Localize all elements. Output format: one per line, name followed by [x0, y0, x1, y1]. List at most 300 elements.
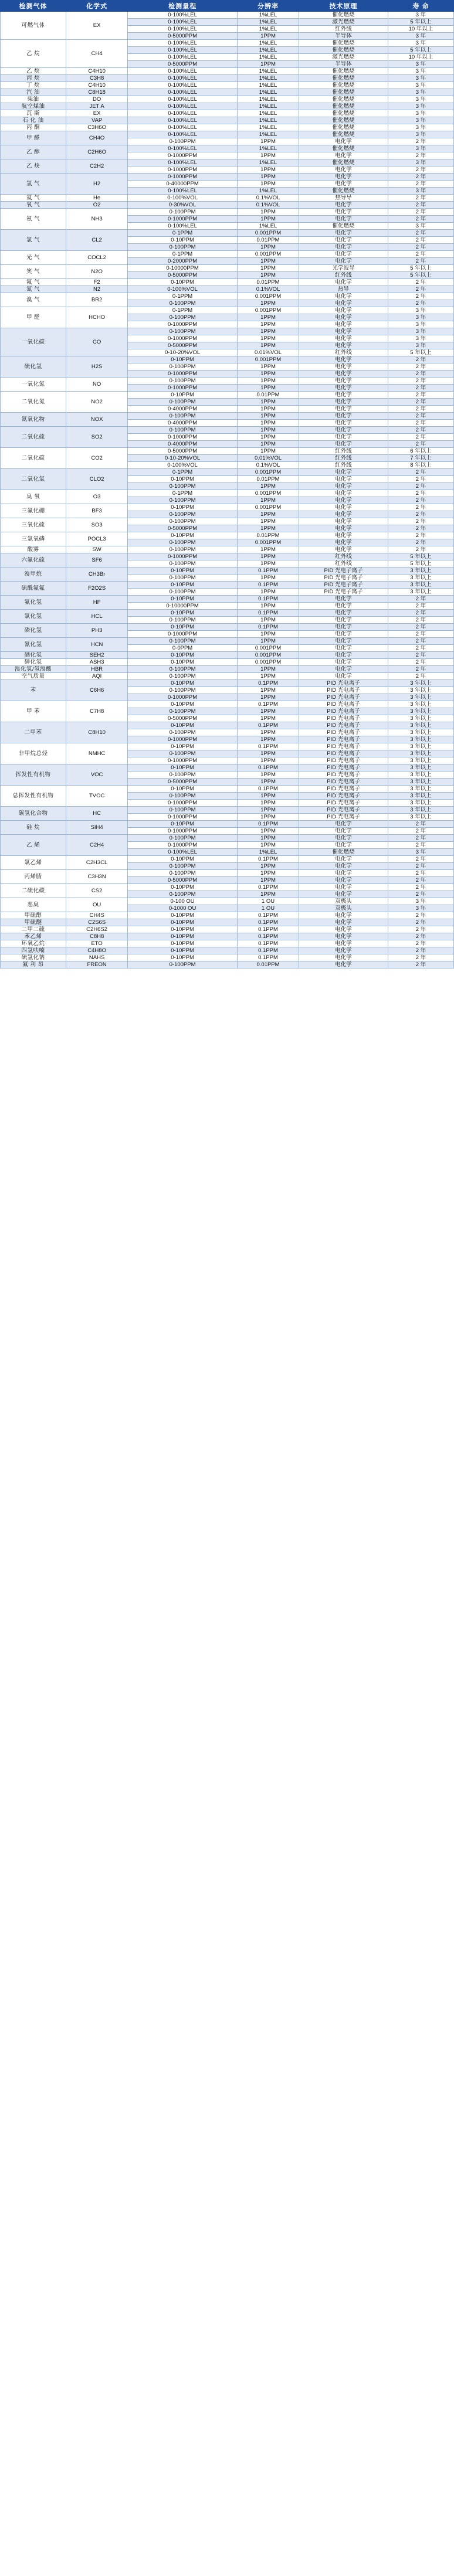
- range-cell: 0-10PPM: [128, 926, 238, 933]
- technology-cell: PID 光电离子: [299, 729, 388, 736]
- life-cell: 2 年: [388, 610, 453, 617]
- resolution-cell: 0.1PPM: [237, 582, 299, 589]
- life-cell: 3 年: [388, 335, 453, 342]
- life-cell: 7 年以上: [388, 455, 453, 462]
- technology-cell: 激光燃烧: [299, 19, 388, 26]
- gas-name-cell: 乙 烷: [1, 68, 66, 75]
- chemical-formula-cell: SO3: [66, 518, 128, 532]
- range-cell: 0-1000PPM: [128, 828, 238, 835]
- range-cell: 0-100PPM: [128, 138, 238, 145]
- technology-cell: 电化学: [299, 511, 388, 518]
- resolution-cell: 1PPM: [237, 750, 299, 757]
- gas-name-cell: 氯乙烯: [1, 856, 66, 870]
- resolution-cell: 1PPM: [237, 891, 299, 898]
- range-cell: 0-5000PPM: [128, 779, 238, 786]
- life-cell: 3 年: [388, 89, 453, 96]
- technology-cell: 电化学: [299, 392, 388, 399]
- technology-cell: 电化学: [299, 877, 388, 884]
- range-cell: 0-10PPM: [128, 504, 238, 511]
- technology-cell: 电化学: [299, 427, 388, 434]
- life-cell: 3 年以上: [388, 567, 453, 575]
- resolution-cell: 1PPM: [237, 483, 299, 490]
- resolution-cell: 1PPM: [237, 300, 299, 307]
- chemical-formula-cell: HCL: [66, 610, 128, 624]
- technology-cell: 电化学: [299, 314, 388, 321]
- resolution-cell: 1%LEL: [237, 68, 299, 75]
- resolution-cell: 1PPM: [237, 511, 299, 518]
- life-cell: 3 年: [388, 188, 453, 195]
- resolution-cell: 0.1PPM: [237, 933, 299, 940]
- gas-name-cell: 乙 炔: [1, 159, 66, 174]
- chemical-formula-cell: C2H2: [66, 159, 128, 174]
- life-cell: 3 年以上: [388, 694, 453, 701]
- gas-name-cell: 柴油: [1, 96, 66, 103]
- resolution-cell: 0.1PPM: [237, 567, 299, 575]
- gas-name-cell: 二氧化硫: [1, 427, 66, 448]
- gas-name-cell: 二硫化碳: [1, 884, 66, 898]
- gas-name-cell: 硫氢化钠: [1, 954, 66, 961]
- technology-cell: 电化学: [299, 434, 388, 441]
- range-cell: 0-10PPM: [128, 786, 238, 793]
- gas-name-cell: 甲硫醚: [1, 919, 66, 926]
- technology-cell: 红外线: [299, 272, 388, 279]
- range-cell: 0-10PPM: [128, 582, 238, 589]
- technology-cell: 电化学: [299, 307, 388, 314]
- gas-name-cell: 四氢呋喃: [1, 947, 66, 954]
- resolution-cell: 1PPM: [237, 152, 299, 159]
- resolution-cell: 0.1PPM: [237, 764, 299, 772]
- resolution-cell: 1PPM: [237, 413, 299, 420]
- resolution-cell: 0.1PPM: [237, 947, 299, 954]
- gas-name-cell: 二氧化氮: [1, 392, 66, 413]
- life-cell: 2 年: [388, 961, 453, 968]
- gas-name-cell: 航空煤油: [1, 103, 66, 110]
- technology-cell: 电化学: [299, 961, 388, 968]
- resolution-cell: 1%LEL: [237, 117, 299, 124]
- technology-cell: PID 光电离子: [299, 715, 388, 722]
- chemical-formula-cell: NOX: [66, 413, 128, 427]
- technology-cell: 催化燃烧: [299, 40, 388, 47]
- table-row: [1, 954, 454, 961]
- range-cell: 0-10PPM: [128, 919, 238, 926]
- life-cell: 10 年以上: [388, 54, 453, 61]
- life-cell: 2 年: [388, 828, 453, 835]
- life-cell: 3 年以上: [388, 772, 453, 779]
- technology-cell: 催化燃烧: [299, 159, 388, 166]
- resolution-cell: 0.01PPM: [237, 961, 299, 968]
- resolution-cell: 0.01%VOL: [237, 455, 299, 462]
- technology-cell: 电化学: [299, 300, 388, 307]
- life-cell: 2 年: [388, 378, 453, 385]
- gas-name-cell: 乙 烷: [1, 40, 66, 68]
- technology-cell: 红外线: [299, 560, 388, 567]
- range-cell: 0-100PPM: [128, 560, 238, 567]
- table-row: [1, 89, 454, 96]
- chemical-formula-cell: NAHS: [66, 954, 128, 961]
- technology-cell: 半导体: [299, 33, 388, 40]
- resolution-cell: 1%LEL: [237, 849, 299, 856]
- resolution-cell: 1%LEL: [237, 103, 299, 110]
- life-cell: 2 年: [388, 174, 453, 181]
- table-row: [1, 286, 454, 293]
- range-cell: 0-1000PPM: [128, 800, 238, 807]
- range-cell: 0-10-20%VOL: [128, 349, 238, 356]
- range-cell: 0-10PPM: [128, 701, 238, 708]
- resolution-cell: 1PPM: [237, 603, 299, 610]
- chemical-formula-cell: F2: [66, 279, 128, 286]
- resolution-cell: 1PPM: [237, 406, 299, 413]
- table-row: [1, 307, 454, 314]
- chemical-formula-cell: C8H18: [66, 89, 128, 96]
- gas-name-cell: 瓦 斯: [1, 110, 66, 117]
- gas-name-cell: 氯 气: [1, 230, 66, 251]
- range-cell: 0-1000PPM: [128, 371, 238, 378]
- range-cell: 0-1000PPM: [128, 385, 238, 392]
- table-row: [1, 131, 454, 138]
- range-cell: 0-100PPM: [128, 729, 238, 736]
- range-cell: 0-1000PPM: [128, 166, 238, 174]
- resolution-cell: 1%LEL: [237, 145, 299, 152]
- resolution-cell: 0.001PPM: [237, 469, 299, 476]
- life-cell: 2 年: [388, 279, 453, 286]
- life-cell: 2 年: [388, 152, 453, 159]
- resolution-cell: 1PPM: [237, 546, 299, 553]
- life-cell: 3 年: [388, 12, 453, 19]
- resolution-cell: 1PPM: [237, 244, 299, 251]
- range-cell: 0-10PPM: [128, 912, 238, 919]
- life-cell: 3 年以上: [388, 807, 453, 814]
- gas-name-cell: 磷化氢: [1, 624, 66, 638]
- range-cell: 0-10PPM: [128, 596, 238, 603]
- life-cell: 3 年以上: [388, 793, 453, 800]
- chemical-formula-cell: HCHO: [66, 307, 128, 328]
- table-row: [1, 427, 454, 434]
- chemical-formula-cell: SEH2: [66, 652, 128, 659]
- gas-name-cell: 氨 气: [1, 209, 66, 230]
- life-cell: 2 年: [388, 940, 453, 947]
- technology-cell: 激光燃烧: [299, 54, 388, 61]
- range-cell: 0-1000PPM: [128, 321, 238, 328]
- life-cell: 2 年: [388, 216, 453, 223]
- resolution-cell: 1PPM: [237, 342, 299, 349]
- range-cell: 0-100PPM: [128, 328, 238, 335]
- life-cell: 5 年以上: [388, 265, 453, 272]
- table-row: [1, 209, 454, 216]
- technology-cell: 电化学: [299, 610, 388, 617]
- technology-cell: PID 光电离子: [299, 687, 388, 694]
- range-cell: 0-10PPM: [128, 356, 238, 363]
- table-row: [1, 546, 454, 553]
- table-row: [1, 413, 454, 420]
- table-row: [1, 764, 454, 772]
- life-cell: 3 年: [388, 898, 453, 905]
- gas-name-cell: 挥发性有机物: [1, 764, 66, 786]
- life-cell: 3 年以上: [388, 786, 453, 793]
- resolution-cell: 1PPM: [237, 757, 299, 764]
- resolution-cell: 1PPM: [237, 631, 299, 638]
- technology-cell: 电化学: [299, 659, 388, 666]
- technology-cell: 红外线: [299, 448, 388, 455]
- life-cell: 3 年: [388, 328, 453, 335]
- resolution-cell: 1PPM: [237, 174, 299, 181]
- life-cell: 3 年以上: [388, 575, 453, 582]
- life-cell: 3 年: [388, 223, 453, 230]
- chemical-formula-cell: C8H8: [66, 933, 128, 940]
- technology-cell: 电化学: [299, 328, 388, 335]
- technology-cell: 电化学: [299, 293, 388, 300]
- chemical-formula-cell: C3H8: [66, 75, 128, 82]
- technology-cell: 催化燃烧: [299, 110, 388, 117]
- life-cell: 3 年以上: [388, 715, 453, 722]
- gas-name-cell: 氮 气: [1, 286, 66, 293]
- range-cell: 0-10PPM: [128, 237, 238, 244]
- resolution-cell: 0.1PPM: [237, 954, 299, 961]
- resolution-cell: 0.1PPM: [237, 912, 299, 919]
- technology-cell: 电化学: [299, 441, 388, 448]
- range-cell: 0-1PPM: [128, 469, 238, 476]
- range-cell: 0-100PPM: [128, 575, 238, 582]
- life-cell: 2 年: [388, 652, 453, 659]
- table-row: [1, 835, 454, 842]
- column-header-technology: 技术原理: [299, 1, 388, 12]
- range-cell: 0-100PPM: [128, 772, 238, 779]
- chemical-formula-cell: H2S: [66, 356, 128, 378]
- chemical-formula-cell: F2O2S: [66, 582, 128, 596]
- gas-name-cell: 氧 气: [1, 202, 66, 209]
- chemical-formula-cell: POCL3: [66, 532, 128, 546]
- resolution-cell: 0.1PPM: [237, 610, 299, 617]
- resolution-cell: 1%LEL: [237, 131, 299, 138]
- resolution-cell: 1%LEL: [237, 82, 299, 89]
- life-cell: 2 年: [388, 877, 453, 884]
- life-cell: 2 年: [388, 919, 453, 926]
- range-cell: 0-100PPM: [128, 546, 238, 553]
- chemical-formula-cell: H2: [66, 174, 128, 195]
- range-cell: 0-4000PPM: [128, 441, 238, 448]
- chemical-formula-cell: SIH4: [66, 821, 128, 835]
- range-cell: 0-10PPM: [128, 884, 238, 891]
- life-cell: 6 年以上: [388, 448, 453, 455]
- life-cell: 2 年: [388, 856, 453, 863]
- life-cell: 2 年: [388, 251, 453, 258]
- resolution-cell: 1PPM: [237, 729, 299, 736]
- range-cell: 0-100PPM: [128, 807, 238, 814]
- resolution-cell: 1PPM: [237, 138, 299, 145]
- table-row: [1, 624, 454, 631]
- technology-cell: 催化燃烧: [299, 75, 388, 82]
- life-cell: 2 年: [388, 293, 453, 300]
- technology-cell: 电化学: [299, 413, 388, 420]
- life-cell: 3 年以上: [388, 680, 453, 687]
- table-row: [1, 786, 454, 793]
- life-cell: 3 年以上: [388, 582, 453, 589]
- gas-name-cell: 可燃气体: [1, 12, 66, 40]
- life-cell: 2 年: [388, 209, 453, 216]
- resolution-cell: 1PPM: [237, 258, 299, 265]
- table-row: [1, 75, 454, 82]
- chemical-formula-cell: SF6: [66, 553, 128, 567]
- resolution-cell: 0.001PPM: [237, 251, 299, 258]
- resolution-cell: 1PPM: [237, 715, 299, 722]
- resolution-cell: 0.01PPM: [237, 392, 299, 399]
- resolution-cell: 1PPM: [237, 560, 299, 567]
- resolution-cell: 1PPM: [237, 497, 299, 504]
- life-cell: 2 年: [388, 926, 453, 933]
- gas-name-cell: 丙 烷: [1, 75, 66, 82]
- technology-cell: 电化学: [299, 828, 388, 835]
- chemical-formula-cell: SW: [66, 546, 128, 553]
- resolution-cell: 1PPM: [237, 61, 299, 68]
- gas-name-cell: 甲 醛: [1, 307, 66, 328]
- resolution-cell: 1PPM: [237, 328, 299, 335]
- resolution-cell: 0.1PPM: [237, 701, 299, 708]
- technology-cell: PID 光电离子: [299, 772, 388, 779]
- resolution-cell: 0.1PPM: [237, 940, 299, 947]
- life-cell: 2 年: [388, 870, 453, 877]
- table-row: [1, 12, 454, 19]
- chemical-formula-cell: N2: [66, 286, 128, 293]
- gas-name-cell: 氯化氢: [1, 610, 66, 624]
- gas-name-cell: 丁 烷: [1, 82, 66, 89]
- resolution-cell: 1%LEL: [237, 89, 299, 96]
- range-cell: 0-40000PPM: [128, 181, 238, 188]
- range-cell: 0-100PPM: [128, 363, 238, 371]
- life-cell: 2 年: [388, 603, 453, 610]
- range-cell: 0-100%LEL: [128, 19, 238, 26]
- life-cell: 2 年: [388, 947, 453, 954]
- table-row: [1, 582, 454, 589]
- life-cell: 2 年: [388, 933, 453, 940]
- range-cell: 0-5000PPM: [128, 877, 238, 884]
- technology-cell: 热导: [299, 286, 388, 293]
- chemical-formula-cell: BR2: [66, 293, 128, 307]
- resolution-cell: 1%LEL: [237, 26, 299, 33]
- life-cell: 2 年: [388, 835, 453, 842]
- resolution-cell: 0.1PPM: [237, 743, 299, 750]
- technology-cell: 电化学: [299, 884, 388, 891]
- table-row: [1, 870, 454, 877]
- life-cell: 3 年: [388, 342, 453, 349]
- table-row: [1, 553, 454, 560]
- range-cell: 0-1000PPM: [128, 335, 238, 342]
- range-cell: 0-100PPM: [128, 539, 238, 546]
- resolution-cell: 1PPM: [237, 589, 299, 596]
- range-cell: 0-100PPM: [128, 399, 238, 406]
- technology-cell: PID 光电离子: [299, 764, 388, 772]
- life-cell: 2 年: [388, 954, 453, 961]
- life-cell: 2 年: [388, 483, 453, 490]
- range-cell: 0-10PPM: [128, 940, 238, 947]
- life-cell: 2 年: [388, 385, 453, 392]
- resolution-cell: 1PPM: [237, 385, 299, 392]
- technology-cell: 电化学: [299, 645, 388, 652]
- gas-name-cell: 甲 苯: [1, 701, 66, 722]
- table-row: [1, 610, 454, 617]
- range-cell: 0-1000PPM: [128, 757, 238, 764]
- range-cell: 0-5000PPM: [128, 342, 238, 349]
- technology-cell: 电化学: [299, 237, 388, 244]
- technology-cell: 电化学: [299, 230, 388, 237]
- resolution-cell: 1PPM: [237, 378, 299, 385]
- range-cell: 0-10000PPM: [128, 265, 238, 272]
- table-row: [1, 884, 454, 891]
- gas-name-cell: 石 化 油: [1, 117, 66, 124]
- technology-cell: 电化学: [299, 673, 388, 680]
- range-cell: 0-100%LEL: [128, 223, 238, 230]
- technology-cell: 电化学: [299, 335, 388, 342]
- table-row: [1, 378, 454, 385]
- table-row: [1, 82, 454, 89]
- resolution-cell: 1PPM: [237, 181, 299, 188]
- chemical-formula-cell: TVOC: [66, 786, 128, 807]
- resolution-cell: 1%LEL: [237, 188, 299, 195]
- technology-cell: 电化学: [299, 954, 388, 961]
- chemical-formula-cell: He: [66, 195, 128, 202]
- range-cell: 0-1PPM: [128, 293, 238, 300]
- table-row: [1, 919, 454, 926]
- range-cell: 0-100%LEL: [128, 96, 238, 103]
- range-cell: 0-100%LEL: [128, 40, 238, 47]
- resolution-cell: 1%LEL: [237, 96, 299, 103]
- gas-name-cell: 氰化氢: [1, 638, 66, 652]
- resolution-cell: 1%LEL: [237, 75, 299, 82]
- technology-cell: 电化学: [299, 356, 388, 363]
- life-cell: 3 年以上: [388, 764, 453, 772]
- technology-cell: 电化学: [299, 371, 388, 378]
- resolution-cell: 0.01PPM: [237, 279, 299, 286]
- gas-name-cell: 溴甲烷: [1, 567, 66, 582]
- technology-cell: 红外线: [299, 462, 388, 469]
- gas-name-cell: 乙 醇: [1, 145, 66, 159]
- range-cell: 0-100%LEL: [128, 849, 238, 856]
- technology-cell: PID 光电离子: [299, 750, 388, 757]
- life-cell: 3 年以上: [388, 708, 453, 715]
- table-row: [1, 504, 454, 511]
- technology-cell: PID 光电离子: [299, 722, 388, 729]
- technology-cell: 电化学: [299, 342, 388, 349]
- technology-cell: 电化学: [299, 940, 388, 947]
- range-cell: 0-100PPM: [128, 687, 238, 694]
- resolution-cell: 1PPM: [237, 687, 299, 694]
- chemical-formula-cell: CH4: [66, 40, 128, 68]
- technology-cell: PID 光电离子: [299, 800, 388, 807]
- technology-cell: 电化学: [299, 666, 388, 673]
- technology-cell: 电化学: [299, 891, 388, 898]
- technology-cell: PID 光电离子: [299, 793, 388, 800]
- table-row: [1, 807, 454, 814]
- table-row: [1, 518, 454, 525]
- resolution-cell: 0.001PPM: [237, 504, 299, 511]
- technology-cell: 电化学: [299, 617, 388, 624]
- gas-name-cell: 光 气: [1, 251, 66, 265]
- range-cell: 0-100PPM: [128, 413, 238, 420]
- resolution-cell: 1PPM: [237, 863, 299, 870]
- chemical-formula-cell: C2H3CL: [66, 856, 128, 870]
- resolution-cell: 1PPM: [237, 216, 299, 223]
- table-row: [1, 40, 454, 47]
- life-cell: 3 年: [388, 110, 453, 117]
- table-row: [1, 666, 454, 673]
- chemical-formula-cell: AQI: [66, 673, 128, 680]
- resolution-cell: 0.001PPM: [237, 490, 299, 497]
- table-row: [1, 392, 454, 399]
- life-cell: 2 年: [388, 659, 453, 666]
- technology-cell: 电化学: [299, 258, 388, 265]
- resolution-cell: 1PPM: [237, 553, 299, 560]
- life-cell: 3 年: [388, 75, 453, 82]
- technology-cell: 红外线: [299, 553, 388, 560]
- technology-cell: 电化学: [299, 483, 388, 490]
